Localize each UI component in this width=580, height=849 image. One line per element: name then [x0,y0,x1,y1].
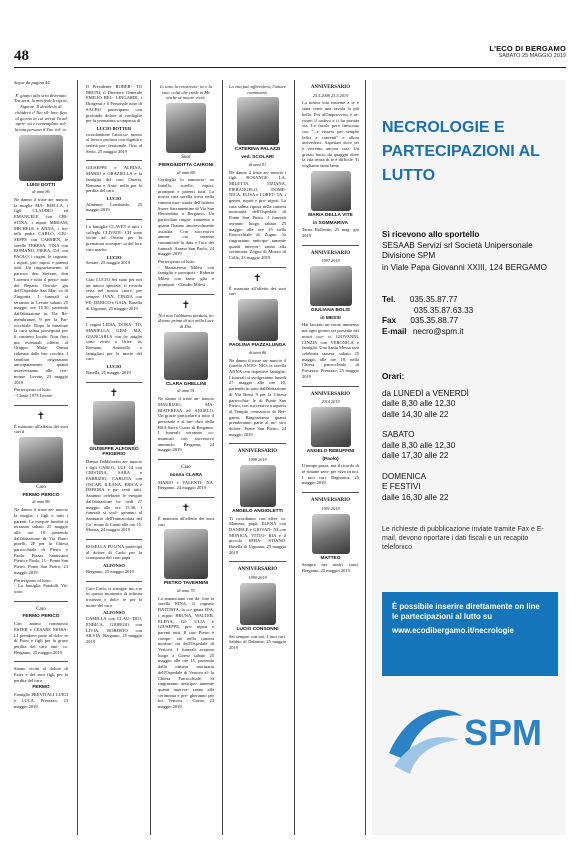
anniversary-years: 1998 2019 [248,457,267,463]
column-divider [150,80,151,835]
swoosh-icon [384,698,464,778]
obituary-notice [158,460,214,498]
obituary-column-3 [158,80,214,716]
notice-text: MARIO e VALENTI- NA. Bergamo, 24 maggio 2019 [158,479,214,491]
greeting-label: Ciao [181,465,191,471]
deceased-name: CLARA GHELLINI [165,381,207,387]
deceased-name: LUCIO [106,364,122,370]
notice-text: ROSELLA PULINA partecipa al dolore di Carlo per la scomparsa del caro papà [86,544,142,561]
fax-label: Fax [382,316,397,325]
obituary-column-1 [14,80,68,715]
participants: - La famiglia Pandolfi Vit- torio [14,583,68,594]
anniversary-notice [302,493,359,580]
notice-text: Danno l'addolorato an- nuncio i figli CARLO, LUI- GI con CRISTINA, SARA e FABRIZIO, CARLITA con OSCAR, ILEANA, ERICA e DEBORA e pa- renti tutti. Saranno celebrate le esequie dall'abitazione lu- nedì 27 maggio alle ore 15.30, i funerali si svol- geranno al Santuario dell'Immacolata nel Co- mune di Cantù alle ore 15. Monza, 24 maggio 2019 [86,458,142,533]
anniversary-notice [302,246,359,387]
deceased-name: PIERGIUDITTA CAIRONI [158,162,214,168]
anniversary-notice [229,562,286,656]
obituary-notice [158,80,214,295]
quote: E' giunto alla sera diventato Tra sera, la mia fede li riposi, Signore. Il desiderio di chiuderò il Tuo sil- lare, fino al giorno in cui verrai Tu ad aprir- mi e contemplare sul- la mia persona il Tuo vol- to. [14,92,68,132]
obituary-notice [14,89,68,406]
spm-logo [378,696,566,786]
obituary-notice [86,80,142,161]
portrait-photo [19,135,63,181]
cross-icon: ✝ [253,272,262,284]
obituary-notice [86,273,142,318]
weekdays-hours: dalle 14,30 alle 22 [382,409,449,419]
obituary-notice [86,318,142,382]
saturday-label: SABATO [382,430,415,439]
newspaper-name: L'ECO DI BERGAMO [489,44,566,53]
notice-text: Terno Bolleone, 25 mag- gio 2019 [302,227,359,238]
deceased-name: PIETRO TAVERNINI [163,581,209,587]
column-divider [77,80,78,835]
deceased-age: di anni 86 [32,499,50,505]
anniversary-heading: ANNIVERSARIO [310,498,351,504]
office-heading: Si ricevono allo sportello [382,230,480,239]
notice-text: Siamo vicini al dolore di Ester e dei suoi figli per la perdita del caro [14,666,68,683]
deceased-name: ANGELO ANGIOLETTI [232,508,283,514]
obituary-notice [158,295,214,461]
deceased-age: di anni 91 [177,388,195,394]
holiday-label: E FESTIVI [382,482,421,491]
hours-label: Orari: [382,372,405,381]
notice-text: CAMILLA con CLAU- DIO, ENRICA, GIORGIO con LIVIA, ROBERTO con SILVIA. Bergamo, 25 maggio 2019 [86,616,142,644]
notice-text: Lo annunciano con do- lore la sorella RINA, il cognato BATTISTA, la co- gnata IDA, i nipoti BRUNA, WALTER, ELENA, GI- ULIA e GIUSEPPE, pro- nipoti e parenti tutti. Il caro Pietro è compo- sto nella camera mortua- ria dell'Ospedale di Vertova. I funerali avranno luogo a Gorno sabato 25 maggio alle ore 15, partendo dalla camera mortuaria dell'Ospedale di Vertova al- la Chiesa Parrocchiale. Si ringraziano anticipa- tamente quanti interver- ranno alla cerimonia e pre- gheranno per lui. Vertova - Gorno, 24 maggio 2019 [158,595,214,710]
notice-intro: È mancata all'affetto dei suoi cari [229,285,286,297]
deceased-name: LUCIO [106,195,122,201]
phone-number-2[interactable]: 035.35.87.63.33 [414,305,474,315]
anniversary-heading: ANNIVERSARIO [310,85,351,90]
notice-text: Ne danno il triste an- nuncio MAURIZIO, MA- RIATERESA ed ANGELO. Un grazie particolare a tutto il personale e al me- dico della RSA Sacro Cuore di Bergamo. I funerali verranno co- municati con successivo annuncio. Bergamo, 24 maggio 2019 [158,396,214,453]
fax-number: 035.35.88.77 [410,316,459,325]
deceased-name: LUIGI DOTTI [26,182,56,188]
obituary-notice [229,268,286,445]
notice-text: Ciao LUCIO Sei stato per noi un amico speciale, il ricordo resta nel nostro cuore, per sempre. IVAN, CINZIA con FE- DERICO e GAIA. Basella di Urgnano, 25 maggio 2019 [86,276,142,311]
obituary-notice [14,406,68,602]
portrait-photo [312,514,350,554]
deceased-name: LUCIO BOTTER [96,125,132,131]
page-header [14,46,566,68]
portrait-photo [240,583,276,625]
column-divider [365,80,366,835]
publication-note: Le richieste di pubblicazione inviate tramite Fax e E-mail, devono riportare i dati fiscali e un recapito telefonico [382,526,544,551]
phone-line [382,306,558,317]
deceased-age: di anni 86 [248,349,267,355]
deceased-name: LUCIO [106,254,122,260]
participants-label: Partecipano al lutto: [14,577,52,583]
deceased-name: ANGELO REBUFFINI [306,448,355,454]
obituary-notice [86,582,142,651]
deceased-name: nonna CLARA [169,472,203,478]
deceased-name: FERMO PERICO [22,492,60,498]
portrait-photo [311,407,351,447]
deceased-name: LUCIO CONSONNI [236,626,279,632]
notice-text: Hai lasciato un vuoto immenso ma ogni giorno sei presente nei nostri cuo- ri. GIOVANNI, CINZIA con VERONICA e famiglia. Una Santa Messa sarà celebrata stasera, sabato 25 maggio alle ore 18, nella Chiesa parrocchiale di Presezzo. Presezzo, 25 maggio 2019 [302,322,359,379]
notice-text: Ne danno il triste an- nuncio il fratello ANTO- NIO, la sorella ANNA con rispettive famiglie. I funerali si svolgeranno lunedì 27 maggio alle ore 10, partendo in auto dall'abitazione di Via Bossi 9 per la Chiesa parrocchia- le di Ponte San Pietro, con successivo trasporto al Tempio crematorio di Ber- gamo. Ringraziamo quanti prenderanno parte al no- stro dolore. Ponte San Pietro, 24 maggio 2019 [229,357,286,437]
portrait-photo [166,103,206,153]
notice-text: La famiglia CLAVET e tutti i colleghi CLIVATE- CH sono vicini ad Orietta per la prematura scompar- sa del loro caro marito [86,224,142,252]
notice-text: Sempre nei nostri cuori. Bergamo, 25 maggio 2019 [302,562,359,573]
notice-text: I cugini LIDIA, DONA- TO, MARIELLA, GEM- MA, GIANCARLA con fa- miglie sono vicini a Oriet- ta, Romano, Antonella e famigliari per la morte del caro [86,322,142,362]
portrait-photo [164,529,208,579]
notice-text: GIUSEPPE e ALBINA, MARIO e GRAZIELLA e la famiglia del caro Orietta, Romano e Anto- nella per la perdita del caro [86,165,142,194]
anniversary-notice [302,80,359,246]
portrait-photo [238,299,278,341]
portrait-photo [237,97,279,145]
notice-text: ricordandone l'attacca- mento al lavoro profuso con dignità e serietà pro- fessionale. Orio al Serio, 25 maggio 2019 [86,131,142,154]
obituary-column-4 [229,80,286,657]
portrait-photo [164,332,208,380]
notice-text: Con animo commosso ESTER e CESARE MORA- LI prendono parte al dolo- re di Ester e figli per la grave perdita del caro ami- co. Bergamo, 25 maggio 2019 [14,621,68,655]
notice-text: Cordoglio lo annuncia- no fratello, sorelle, nipoti, pronipoti e parenti tutti. La nostra cara sorella trova nella camera mor- tuaria dell'Istituto Suore Sacramentine di Via San Bernardino a Bergamo. Un particolare ringra- ziamento a quanti l'hanno amorevolmente assistita. Con successivo annun- cio saranno comunicate la data e l'ora dei funerali. Aramo San Paolo, 24 maggio 2019 [158,177,214,257]
deceased-name: ALFONSO [103,610,125,616]
obituary-notice [158,498,214,716]
anniversary-heading: ANNIVERSARIO [310,250,351,256]
obituary-notice [86,540,142,582]
caro-label: Caro [36,485,46,491]
notice-text: Basella, 25 maggio 2019 [86,369,131,375]
fax-line [382,316,558,327]
office-address: in Viale Papa Giovanni XXIII, 124 BERGAMO [382,263,548,272]
portrait-photo [19,437,63,483]
phone-line [382,295,558,306]
deceased-name-suffix: in MESSI [320,315,341,321]
deceased-name: MARIA DELLA VITE [308,212,353,218]
notice-text: Il tempo passa, ma il ricordo di te rimane sem- pre vivo in noi. I tuoi cari. Bagnatica, 25 maggio 2019 [302,463,359,486]
notice-text: Seriate, 25 maggio 2019 [86,260,130,266]
contacts [382,295,558,337]
notice-text: Famiglie PREVITALI LUIGI e LUCA. Presezzo, 23 maggio 2019 [14,692,68,709]
notice-intro: È mancato all'affetto dei suoi cari [158,515,214,527]
deceased-name: FERMO PERICO [22,614,60,620]
obituary-notice [86,220,142,273]
sunday-label: DOMENICA [382,471,427,481]
participants: - Classe 1973 Levate [14,392,52,398]
saturday-hours: dalle 17,30 alle 22 [382,451,449,460]
phone-number[interactable]: 035.35.87.77 [409,295,458,304]
notice-text: Ne danno il triste an- nuncio la moglie MA- RIELLA, i figli CLAUDIO ed EMANUELE con CRI- STINA, i nipoti MIRIAM, MICHELE e ANNA, i fra- telli padre CARLO, GIU- SEPPE con CARMEN, le sorelle TERESA, TINA con ROMANO, PIERA, DA con PAOLO, i cugini, le cognate, i nipoti, pro- nipoti e parenti tutti. Un ringraziamento al parroco don Stefano, don Lorenzo e tutto il perso- nale del Reparto Oncolo- gia dell'Ospedale San Mar- co di Zingonia. I funerali si terranno in Levate sabato 25 maggio ore 15.30, partendo dall'abitazione in Via Re- membranze, 9 per la Par- rocchiale. Dopo la funzione la cara salma proseguirà per il cimitero locale. Non fiori ma eventuali offerte al Gruppo Mala- Ormai ridonate dalle bar- rocchia. I familiari ringraziano anticipatamente quanti interverranno alle ceri- monie. Levate, 23 maggio 2019 [14,197,68,385]
deceased-name: ALFONSO [103,563,125,569]
notice-text: Bergamo, 25 maggio 2019 [86,568,134,574]
deceased-name-suffix: in SOMMARIVA [312,220,349,226]
weekdays-label: da LUNEDÌ a VENERDÌ [382,388,469,398]
office-company: SESAAB Servizi srl Società Unipersonale Divisione SPM [382,240,533,260]
column-divider [222,80,223,835]
banner-link[interactable]: www.ecodibergamo.it/necrologie [392,626,514,635]
notice-text: La nostra vita insieme a te è stata come una favola la più bella. Poi all'improvviso è ar- rivato il cattivo e ti ha portata via. Le favole però finiscono con "...e vissero per sempre felici e contenti" e allora arrivederci. Aspettaci dove sei e vivremo ancora così. Un grosso bacio da quaggiù dove la vita senza di te è difficile. Ti vogliamo tanto bene. [302,100,359,169]
obituary-notice [14,662,68,715]
deceased-age: di anni 88 [177,169,195,175]
email-address[interactable]: necro@spm.it [412,326,464,336]
anniversary-heading: ANNIVERSARIO [310,391,351,397]
anniversary-years: 1997 2019 [321,258,340,264]
office-info [382,230,558,262]
portrait-photo [310,266,352,306]
participants-label: Partecipano al lutto: [158,259,196,265]
obituary-column-5 [302,80,359,580]
deceased-name-suffix: ved. SCOLARI [241,155,274,161]
deceased-name: FERMO [32,685,50,691]
quote: Io sono la resurrezio- ne e la vita: colui che crede in Me anche se muore vivrà. [160,84,212,101]
anniversary-years: 25.5.2009 25.5.2019 [312,92,349,98]
deceased-name: GIUSEPPE ALFONSO FRIGERIO [89,446,139,458]
participants-label: Partecipano al lutto: [14,387,52,393]
deceased-age: di anni 76 [177,588,195,594]
deceased-name: CATERINA PALAZZI [234,147,281,153]
weekdays-hours: dalle 8,30 alle 12,30 [382,399,456,408]
deceased-name-suffix: (Paolo) [322,456,339,462]
deceased-name: MATTEO [320,555,341,561]
phone-label: Tel. [382,295,396,304]
notice-text: Il Presidente ROBER- TO BRUNI, il Direttore Generale EMILIO BEL- LINGARDI, i Dirigenti e il Personale tutto di SACBO partecipano con profondo dolore al cordoglio per la prematura scomparsa di [86,84,142,124]
notice-intro: È mancato all'affetto dei suoi cari il [14,423,68,435]
notice-text: Ne danno il triste an- nuncio i figli ROSANGE- LA, MILETTA, TIZIANA, PIERANGELO, DOME- NICA, ELISA e LORET- TA, i generi, nipoti e pro- nipoti. La cara salma riposa nella camera mortuaria dell'Ospedale di Ponte San Pietro. I funerali avranno luogo sabato 25 maggio alle ore 15 nella Parrocchiale di Zogno. Si ringraziano anticipa- tamente quanti interver- ranno alla cerimonia. Zogno di Mozzo di Colle, 23 maggio 2019 [229,169,286,261]
obituary-notice [229,80,286,268]
obituary-column-2 [86,80,142,651]
anniversary-heading: ANNIVERSARIO [237,567,278,573]
banner-text: È possibile inserire direttamente on line le partecipazioni al lutto su [392,602,540,621]
anniversary-years: 1990 2019 [248,575,267,581]
notice-text: Ne danno il triste an- nuncio la moglie, i figli e tutti i parenti. Le esequie funebri si terranno sabato 25 maggio alle ore 10 partendo dall'abitazione di Via Ram- pinelli, 2F per la Chiesa parrocchiale di Pietro e Paolo. Piazza Santissimi Pietro e Paolo, 11 - Ponte San Pietro. Ponte San Pietro, 23 maggio 2019 [14,507,68,575]
saturday-hours: dalle 8,30 alle 12,30 [382,440,456,450]
anniversary-years: 1991 2019 [321,505,340,511]
anniversary-notice [229,444,286,562]
continued-note: Segue da pagina 44 [14,80,50,85]
page-number: 48 [14,48,29,64]
cross-icon: ✝ [109,387,119,399]
sunday-hours: dalle 16,30 alle 22 [382,492,449,502]
newspaper-masthead [489,44,566,59]
email-label: E-mail [382,326,407,336]
spm-logo-text: SPM [464,712,543,753]
portrait-photo [240,465,276,507]
notice-text: Caro Carlo, ci stringia- mo a te in questo momento di infinita tristezza e dolo- re per la morte del caro [86,585,142,608]
anniversary-years: 2014 2019 [321,399,340,405]
anniversary-heading: ANNIVERSARIO [237,449,278,455]
portrait-photo [311,171,351,211]
notice-text: Almenno Lombardo, 25 maggio 2019 [86,201,142,213]
email-line [382,327,558,338]
title-label: Suor [181,155,191,161]
quote: Noi non l'abbiamo perduta, ho dovuto prima di noi nella Luce di Dio. [158,312,214,329]
opening-hours [382,372,558,503]
anniversary-notice [302,387,359,494]
online-submission-banner [382,592,558,676]
participants: - Mariateresa Milesi con famiglia e pronipoti - Roberta Milesi con fami- glia e pronipoti - Claudio Milesi [158,264,214,287]
cross-icon: ✝ [181,502,191,514]
deceased-name: GIULIANA BOLIS [311,308,350,314]
column-divider [294,80,295,835]
cross-icon: ✝ [36,410,46,422]
deceased-age: di anni 86 [32,189,50,195]
notice-text: Ti ricordiamo con affet- to. Mamma, papà, ELENA con DANIELE e GIOVAN- NI con MONICA, VITTO- RIA e il piccolo SEBA- STIANO. Basella di Urgnano, 25 maggio 2019 [229,515,286,555]
portrait-photo [93,401,135,445]
obituary-notice [14,602,68,663]
obituary-notice [86,383,142,541]
issue-date: SABATO 25 MAGGIO 2019 [498,53,566,59]
notice-text: Sei sempre con noi. I tuoi cari. Sabbio di Dalmine, 25 maggio 2019 [229,633,286,650]
caro-label: Caro [36,606,46,612]
deceased-name: PAOLINA PIAZZALUNGA [229,343,286,349]
obituary-notice [86,161,142,220]
cross-icon: ✝ [181,299,191,311]
deceased-age: di anni 91 [248,161,267,167]
quote: La vita può affievolirsi, l'amore continuerà. [229,84,286,95]
panel-title: NECROLOGIE E PARTECIPAZIONI AL LUTTO [382,119,540,184]
